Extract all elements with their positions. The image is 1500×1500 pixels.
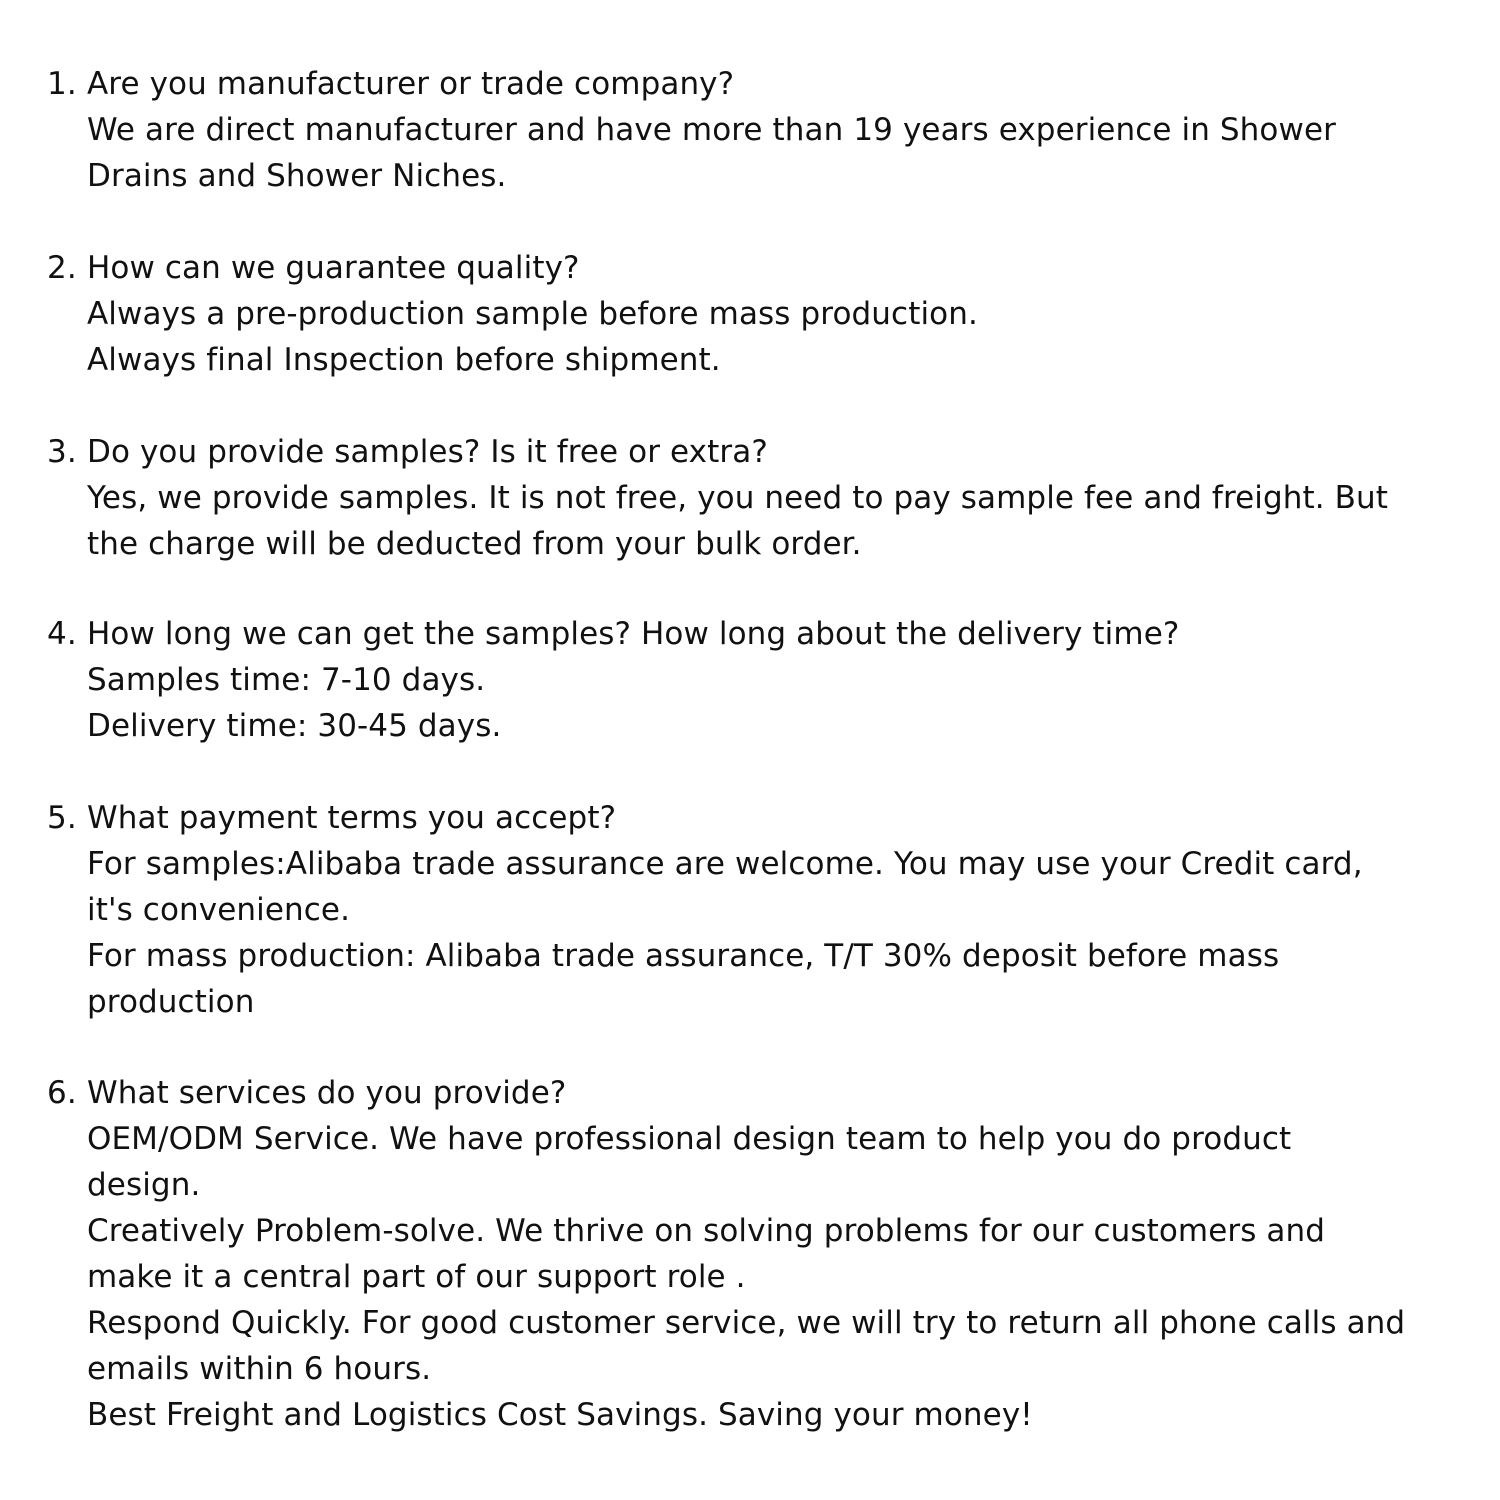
faq-question: How can we guarantee quality? [87, 250, 580, 286]
faq-answer-line: Yes, we provide samples. It is not free, you need to pay sample fee and freight. But [87, 480, 1389, 516]
faq-answer-line: the charge will be deducted from your bulk order. [87, 526, 862, 562]
faq-number: 2. [47, 250, 77, 286]
faq-answer-line: Delivery time: 30-45 days. [87, 708, 502, 744]
faq-answer-line: Drains and Shower Niches. [87, 158, 507, 194]
faq-answer-line: We are direct manufacturer and have more than 19 years experience in Shower [87, 112, 1336, 148]
faq-answer-line: it's convenience. [87, 892, 351, 928]
faq-answer-line: For samples:Alibaba trade assurance are welcome. You may use your Credit card, [87, 846, 1363, 882]
faq-question-row [0, 795, 1500, 841]
faq-answer-line: Creatively Problem-solve. We thrive on solving problems for our customers and [87, 1213, 1326, 1249]
faq-question: Do you provide samples? Is it free or extra? [87, 434, 768, 470]
faq-number: 5. [47, 800, 77, 836]
faq-answer [87, 291, 1487, 383]
faq-answer [87, 107, 1487, 199]
faq-question-row [0, 1070, 1500, 1116]
faq-answer-line: design. [87, 1167, 201, 1203]
faq-question: What services do you provide? [87, 1075, 567, 1111]
faq-answer-line: emails within 6 hours. [87, 1351, 432, 1387]
faq-question-row [0, 611, 1500, 657]
faq-answer-line: make it a central part of our support role . [87, 1259, 746, 1295]
faq-number: 3. [47, 434, 77, 470]
faq-answer-line: OEM/ODM Service. We have professional design team to help you do product [87, 1121, 1292, 1157]
faq-answer-line: Always final Inspection before shipment. [87, 342, 721, 378]
faq-answer-line: production [87, 984, 255, 1020]
faq-answer-line: Always a pre-production sample before mass production. [87, 296, 978, 332]
faq-question-row [0, 245, 1500, 291]
faq-question: How long we can get the samples? How long about the delivery time? [87, 616, 1180, 652]
faq-answer [87, 657, 1487, 749]
faq-question-row [0, 429, 1500, 475]
faq-question: What payment terms you accept? [87, 800, 617, 836]
faq-answer [87, 841, 1487, 1025]
faq-answer [87, 1116, 1487, 1438]
faq-answer-line: Best Freight and Logistics Cost Savings. Saving your money! [87, 1397, 1033, 1433]
faq-answer-line: Samples time: 7-10 days. [87, 662, 486, 698]
faq-answer-line: Respond Quickly. For good customer service, we will try to return all phone calls and [87, 1305, 1406, 1341]
faq-number: 1. [47, 66, 77, 102]
faq-question: Are you manufacturer or trade company? [87, 66, 735, 102]
faq-number: 4. [47, 616, 77, 652]
faq-number: 6. [47, 1075, 77, 1111]
faq-answer [87, 475, 1487, 567]
faq-question-row [0, 61, 1500, 107]
faq-answer-line: For mass production: Alibaba trade assurance, T/T 30% deposit before mass [87, 938, 1280, 974]
